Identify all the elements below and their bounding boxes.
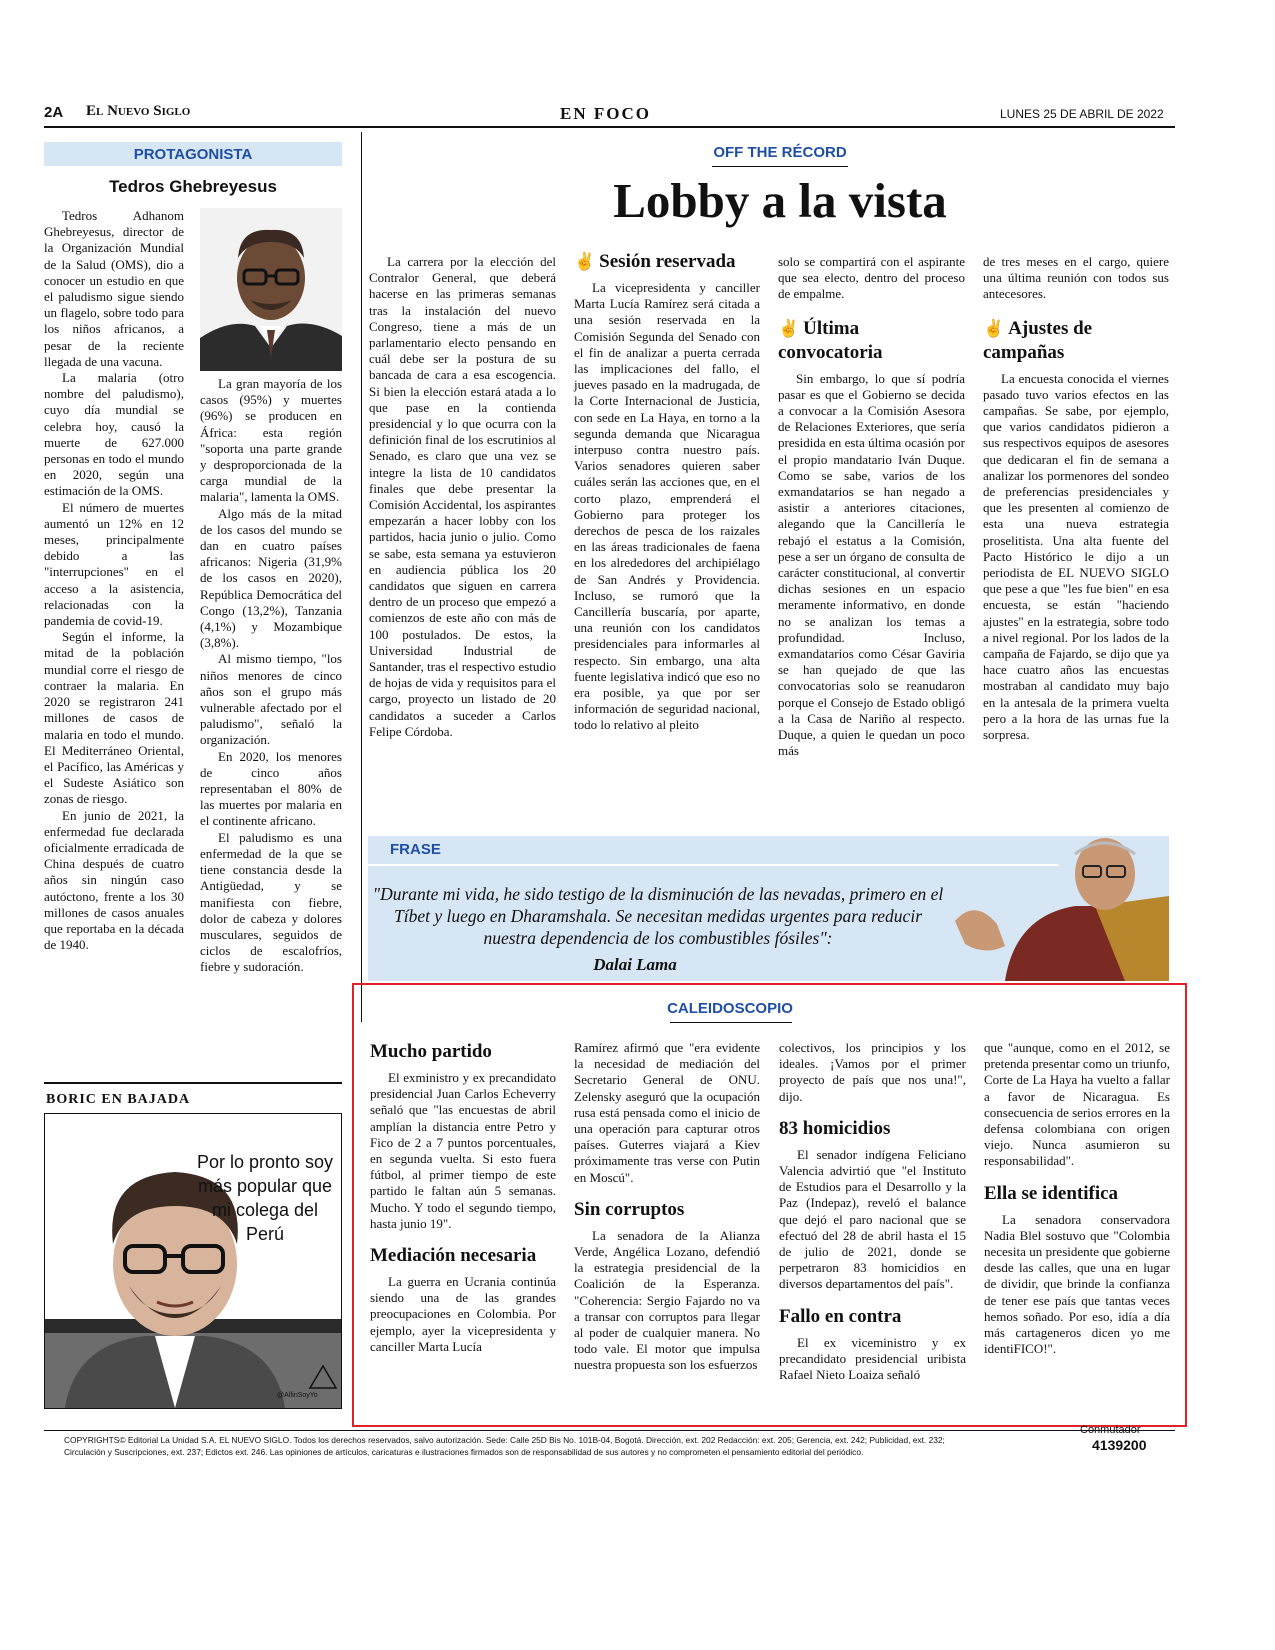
footer-line-1: COPYRIGHTS© Editorial La Unidad S.A. EL NUEVO SIGLO. Todos los derechos reservados, salvo autorización. Sede: Calle 25D Bis No. 101B-04, Bogotá. Dirección, ext. 202 Redacción: ext. 205; Gerencia, ext. 242; Publicidad, ext. 232;: [64, 1435, 945, 1445]
protagonista-col2: [200, 376, 342, 976]
paragraph: Según el informe, la mitad de la población mundial corre el riesgo de contraer la malaria. En 2020 se registraron 241 millones de casos de malaria en todo el mundo. El Mediterráneo Oriental, el Pacífico, las Américas y el Sudeste Asiático son zonas de riesgo.: [44, 629, 184, 807]
paragraph: El ex viceministro y ex precandidato presidencial uribista Rafael Nieto Loaiza señaló: [779, 1334, 966, 1383]
paragraph: de tres meses en el cargo, quiere una última reunión con todos sus antecesores.: [983, 254, 1169, 302]
paragraph: Ramírez afirmó que "era evidente la necesidad de mediación del Secretario General de ONU. Zelensky aseguró que la ocupación rusa está pensada como el inicio de una operación para capturar otros países. Guterres viajará a Kiev próximamente tras verse con Putin en Moscú".: [574, 1040, 760, 1185]
frase-quote: "Durante mi vida, he sido testigo de la disminución de las nevadas, primero en el Tíbet y luego en Dharamshala. Se necesitan medidas urgentes para reducir nuestra dependencia de los combustibles fósiles":: [372, 884, 944, 948]
caleidoscopio-col3: [779, 1040, 966, 1383]
dalai-lama-photo: [945, 826, 1169, 981]
caleidoscopio-col2: [574, 1040, 760, 1374]
sesion-heading: ✌ Sesión reservada: [574, 251, 736, 272]
footer-line-2: Circulación y Suscripciones, ext. 237; Edictos ext. 246. Las opiniones de artículos, caricaturas e ilustraciones firmados son de responsabilidad de sus autores y no comprometen el pensamiento editorial del periódico.: [64, 1447, 864, 1457]
protagonista-label: PROTAGONISTA: [133, 146, 253, 163]
mucho-partido-heading: Mucho partido: [370, 1041, 492, 1062]
cartoon-label: BORIC EN BAJADA: [46, 1092, 191, 1107]
fallo-heading: Fallo en contra: [779, 1305, 902, 1327]
tedros-photo: [200, 208, 342, 371]
paragraph: La carrera por la elección del Contralor General, que deberá hacerse en las primeras semanas tras la instalación del nuevo Congreso, tiene a más de un parlamentario electo pensando en cuál debe ser la postura de su bancada de cara a esa escogencia. Si bien la elección estará atada a lo que pase en la contienda presidencial y lo que ocurra con la definición final de los escrutinios al Senado, es claro que una vez se integre la lista de 10 candidatos finales que debe presentar la Comisión Accidental, los aspirantes empezarán a hacer lobby con los partidos, hacia junio o julio. Como se sabe, esta semana ya estuvieron en audiencia pública los 20 candidatos que siguen en carrera dentro de un proceso que empezó a comienzos de este año con más de 100 postulados. De estos, la Universidad Industrial de Santander, tras el respectivo estudio de hojas de vida y requisitos para el cargo, proyecto un listado de 20 candidatos a suceder a Carlos Felipe Córdoba.: [369, 254, 556, 739]
masthead-rule: [44, 126, 1175, 128]
date: LUNES 25 DE ABRIL DE 2022: [1000, 107, 1164, 121]
paper-name: El Nuevo Siglo: [86, 103, 191, 119]
off-record-intro: [369, 254, 556, 740]
paragraph: La guerra en Ucrania continúa siendo una de las grandes preocupaciones en Colombia. Por ejemplo, ayer la vicepresidenta y canciller Marta Lucía: [370, 1274, 556, 1354]
victory-icon: ✌: [778, 318, 800, 338]
conmutador-label: Conmutador: [1080, 1424, 1141, 1436]
paragraph: La encuesta conocida el viernes pasado tuvo varios efectos en las campañas. Se sabe, por ejemplo, que varios candidatos pidieron a sus respectivos equipos de asesores que dedicaran el fin de semana a analizar los pormenores del sondeo de preferencias presidenciales y que les presenten al comienzo de esta una nueva estrategia proselitista. Una alta fuente del Pacto Histórico le dijo a un periodista de EL NUEVO SIGLO que pese a que "les fue bien" en esa encuesta, se están "haciendo ajustes" en la estrategia, sobre todo a nivel regional. Por los lados de la campaña de Fajardo, se dijo que ya hace cuatro años las encuestas mostraban al candidato muy bajo en la antesala de la primera vuelta pero a la hora de las urnas fue la sorpresa.: [983, 370, 1169, 743]
conmutador-number: 4139200: [1092, 1437, 1147, 1453]
off-record-label: OFF THE RÉCORD: [713, 144, 847, 161]
ella-se-identifica-heading: Ella se identifica: [984, 1182, 1119, 1204]
victory-icon: ✌: [983, 318, 1005, 338]
paragraph: La vicepresidenta y canciller Marta Lucía Ramírez será citada a una sesión reservada en la Comisión Segunda del Senado con el fin de analizar a puerta cerrada las implicaciones del fallo, el jueves pasado en la madrugada, de la Corte Internacional de Justicia, con sede en La Haya, en torno a la segunda demanda que Nicaragua interpuso contra nuestro país. Varios senadores quieren saber cuáles serán las acciones que, en el corto plazo, emprenderá el Gobierno para proteger los derechos de pesca de los raizales en las áreas tradicionales de faena en los alrededores del archipiélago de San Andrés y Providencia. Incluso, se rumoró que la Cancillería buscaría, por aparte, una reunión con los candidatos presidenciales para informarles al respecto. Sin embargo, una alta fuente legislativa indicó que eso no era posible, ya que por ser información de seguridad nacional, todo lo relativo al pleito: [574, 280, 760, 733]
paragraph: colectivos, los principios y los ideales. ¡Vamos por el primer proyecto de país que nos una!", dijo.: [779, 1040, 966, 1104]
ajustes-heading: ✌ Ajustes de campañas: [983, 317, 1093, 363]
off-record-col4: [983, 254, 1169, 743]
paragraph: El número de muertes aumentó un 12% en 12 meses, principalmente debido a las "interrupciones" en el acceso a la asistencia, relacionadas con la pandemia de covid-19.: [44, 499, 184, 629]
paragraph: Sin embargo, lo que sí podría pasar es que el Gobierno se decida a convocar a la Comisión Asesora de Relaciones Exteriores, que sería presidida en esta última ocasión por el propio mandatario Iván Duque. Como se sabe, varios de los exmandatarios se han negado a asistir a anteriores citaciones, alegando que la Cancillería le rebajó el estatus a la Comisión, pese a ser un órgano de consulta de carácter constitucional, al convertir dichas sesiones en un espacio meramente informativo, en donde no se analizan los temas a profundidad. Incluso, exmandatarios como César Gaviria se han quejado de que las convocatorias solo se reanudaron porque el Consejo de Estado obligó a la Casa de Nariño al respecto. Duque, a quien le quedan un poco más: [778, 370, 965, 759]
paragraph: El senador indígena Feliciano Valencia advirtió que "el Instituto de Estudios para el Desarrollo y la Paz (Indepaz), reveló el balance que dejó el paro nacional que se efectuó del 28 de abril hasta el 15 de julio de 2021, donde se perpetraron 83 homicidios en diversos departamentos del país".: [779, 1146, 966, 1292]
frase-author: Dalai Lama: [593, 955, 677, 974]
caleidoscopio-col4: [984, 1040, 1170, 1357]
section-title: EN FOCO: [560, 104, 651, 123]
protagonista-col1: [44, 208, 184, 953]
paragraph: Al mismo tiempo, "los niños menores de cinco años son el grupo más vulnerable afectado por el paludismo", señaló la organización.: [200, 651, 342, 748]
cartoon-credit: @AlfinSoyYo: [277, 1392, 318, 1399]
paragraph: La gran mayoría de los casos (95%) y muertes (96%) se producen en África: esta región "soporta una parte grande y desproporcionada de la carga mundial de la malaria", lamenta la OMS.: [200, 376, 342, 505]
footer-rule: [44, 1430, 1175, 1431]
off-record-col3: [778, 254, 965, 759]
paragraph: La malaria (otro nombre del paludismo), cuyo día mundial se celebra hoy, causó la muerte de 627.000 personas en todo el mundo en 2020, según una estimación de la OMS.: [44, 370, 184, 499]
paragraph: La senadora conservadora Nadia Blel sostuvo que "Colombia necesita un presidente que gobierne desde las calles, que una en lugar de dividir, que brinde la confianza de tener ese país que tantas veces hemos soñado. Por eso, idía a día más cartageneros dicen yo me identiFICO!".: [984, 1211, 1170, 1357]
mediacion-heading: Mediación necesaria: [370, 1245, 537, 1267]
frase-label: FRASE: [390, 841, 441, 858]
protagonista-name: Tedros Ghebreyesus: [109, 177, 277, 196]
caleidoscopio-col1: [370, 1040, 556, 1355]
page-number: 2A: [44, 104, 64, 121]
homicidios-heading: 83 homicidios: [779, 1117, 891, 1139]
caleidoscopio-label: CALEIDOSCOPIO: [667, 1000, 793, 1017]
paragraph: La senadora de la Alianza Verde, Angélica Lozano, defendió la estrategia presidencial de la Coalición de la Esperanza. "Coherencia: Sergio Fajardo no va a transar con corruptos para llegar al poder de cualquier manera. No todo vale. El motor que impulsa nuestra propuesta son los esfuerzos: [574, 1227, 760, 1373]
paragraph: En 2020, los menores de cinco años representaban el 80% de las muertes por malaria en el continente africano.: [200, 748, 342, 829]
paragraph: solo se compartirá con el aspirante que sea electo, dentro del proceso de empalme.: [778, 254, 965, 302]
ultima-heading: ✌ Última convocatoria: [778, 317, 883, 363]
sin-corruptos-heading: Sin corruptos: [574, 1198, 685, 1220]
off-record-col2: [574, 250, 760, 734]
cartoon-frame: [44, 1113, 342, 1409]
cartoon-rule: [44, 1082, 342, 1084]
column-divider: [361, 132, 362, 1022]
paragraph: Algo más de la mitad de los casos del mundo se dan en cuatro países africanos: Nigeria (31,9% de los casos en 2020), República Democrática del Congo (13,2%), Tanzania (4,1%) y Mozambique (3,8%).: [200, 505, 342, 651]
paragraph: que "aunque, como en el 2012, se pretenda presentar como un triunfo, Corte de La Haya ha vuelto a fallar a favor de Nicaragua. Es consecuencia de serios errores en la defensa colombiana con origen viejo. Nunca asumieron su responsabilidad".: [984, 1040, 1170, 1169]
paragraph: El exministro y ex precandidato presidencial Juan Carlos Echeverry señaló que "las encuestas de abril amplían la distancia entre Petro y Fico de 2 a 7 puntos porcentuales, en segunda vuelta. Si esto fuera fútbol, al primer tiempo de este partido le faltan aún 5 semanas. Mucho. Y todo el segundo tiempo, hasta junio 19".: [370, 1070, 556, 1231]
off-record-underline: [712, 166, 848, 167]
cartoon-speech: Por lo pronto soy más popular que mi colega del Perú: [196, 1152, 334, 1244]
off-record-headline: Lobby a la vista: [613, 173, 947, 228]
paragraph: Tedros Adhanom Ghebreyesus, director de la Organización Mundial de la Salud (OMS), dio a conocer un estudio en que el paludismo sigue siendo un flagelo, sobre todo para los niños africanos, a pesar de la reciente llegada de una vacuna.: [44, 208, 184, 369]
paragraph: El paludismo es una enfermedad de la que se tiene constancia desde la Antigüedad, y se manifiesta con fiebre, dolor de cabeza y dolores musculares, seguidos de ciclos de escalofríos, fiebre y sudoración.: [200, 829, 342, 975]
paragraph: En junio de 2021, la enfermedad fue declarada oficialmente erradicada de China después de cuatro años sin ningún caso autóctono, frente a los 30 millones de casos anuales que reportaba en la década de 1940.: [44, 807, 184, 953]
victory-icon: ✌: [574, 252, 596, 271]
caleidoscopio-underline: [670, 1022, 792, 1023]
